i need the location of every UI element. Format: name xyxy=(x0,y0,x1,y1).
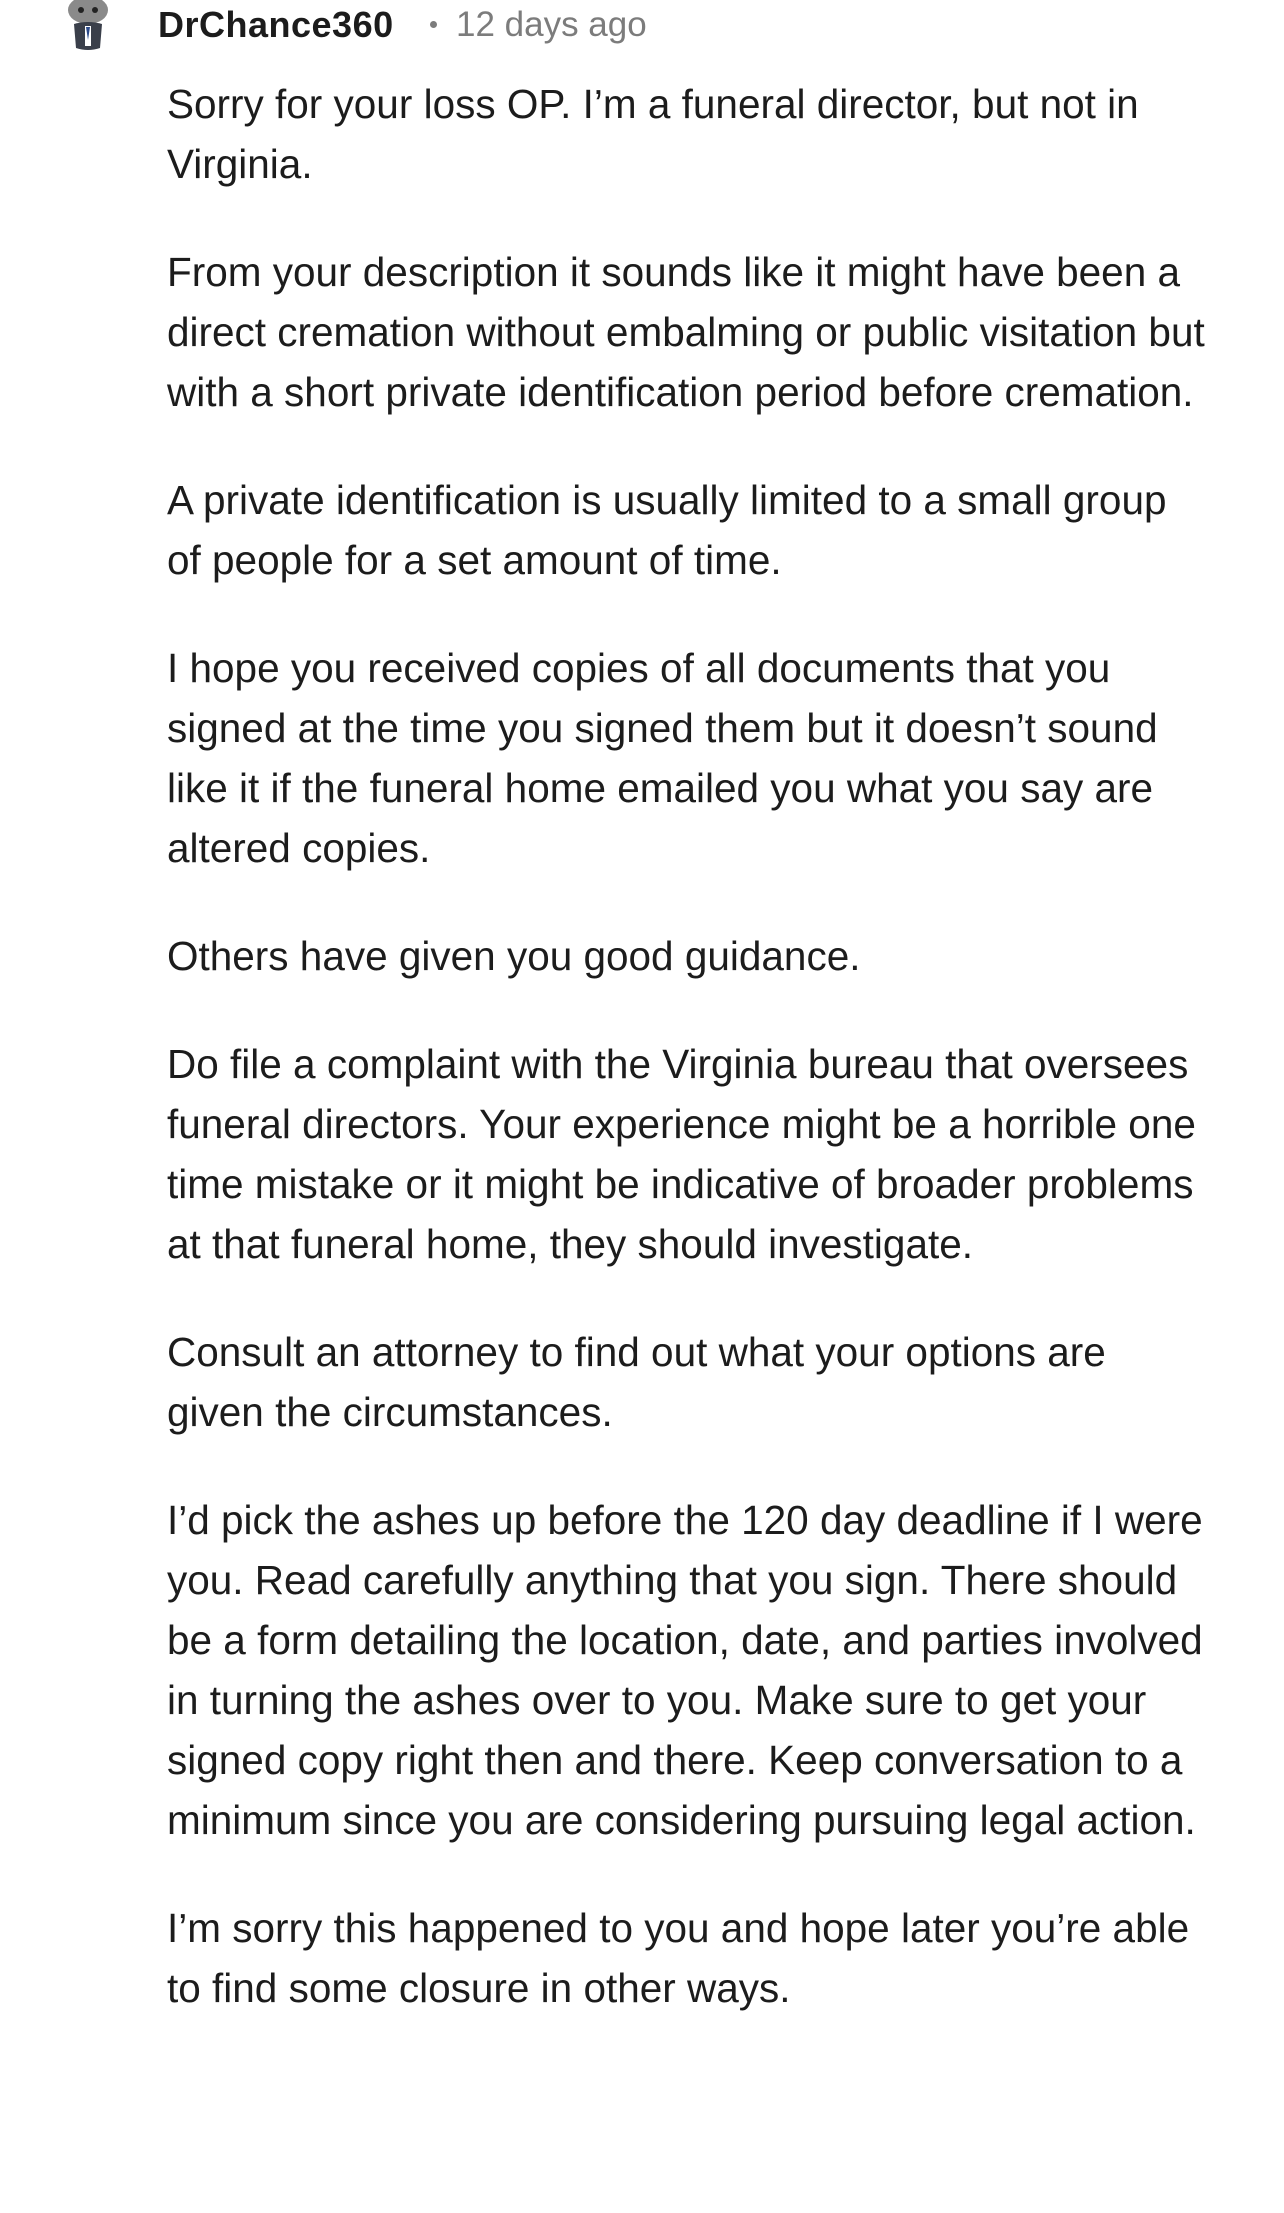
comment-paragraph: I’m sorry this happened to you and hope later you’re able to find some closure in other ways. xyxy=(167,1905,1190,2011)
comment-paragraph: Do file a complaint with the Virginia bureau that oversees funeral directors. Your experience might be a horrible one time mistake or it might be indicative of broader problems at that funeral home, they should investigate. xyxy=(167,1041,1196,1267)
comment-paragraph: From your description it sounds like it might have been a direct cremation without embalming or public visitation but with a short private identification period before cremation. xyxy=(167,249,1205,415)
comment-paragraph: I’d pick the ashes up before the 120 day deadline if I were you. Read carefully anything that you sign. There should be a form detailing the location, date, and parties involved in turning the ashes over to you. Make sure to get your signed copy right then and there. Keep conversation to a minimum since you are considering pursuing legal action. xyxy=(167,1497,1203,1843)
comment-paragraph: A private identification is usually limited to a small group of people for a set amount of time. xyxy=(167,477,1167,583)
dot-separator-icon xyxy=(430,21,437,28)
comment-body xyxy=(167,74,1207,2066)
comment-timestamp[interactable]: 12 days ago xyxy=(456,5,647,44)
comment-header xyxy=(0,0,1284,60)
comment-author[interactable]: DrChance360 xyxy=(158,4,394,45)
comment-paragraph: I hope you received copies of all documents that you signed at the time you signed them but it doesn’t sound like it if the funeral home emailed you what you say are altered copies. xyxy=(167,645,1158,871)
comment-paragraph: Consult an attorney to find out what your options are given the circumstances. xyxy=(167,1329,1106,1435)
comment-paragraph: Others have given you good guidance. xyxy=(167,933,861,979)
snoo-avatar-icon[interactable] xyxy=(58,0,118,52)
comment-paragraph: Sorry for your loss OP. I’m a funeral director, but not in Virginia. xyxy=(167,81,1139,187)
